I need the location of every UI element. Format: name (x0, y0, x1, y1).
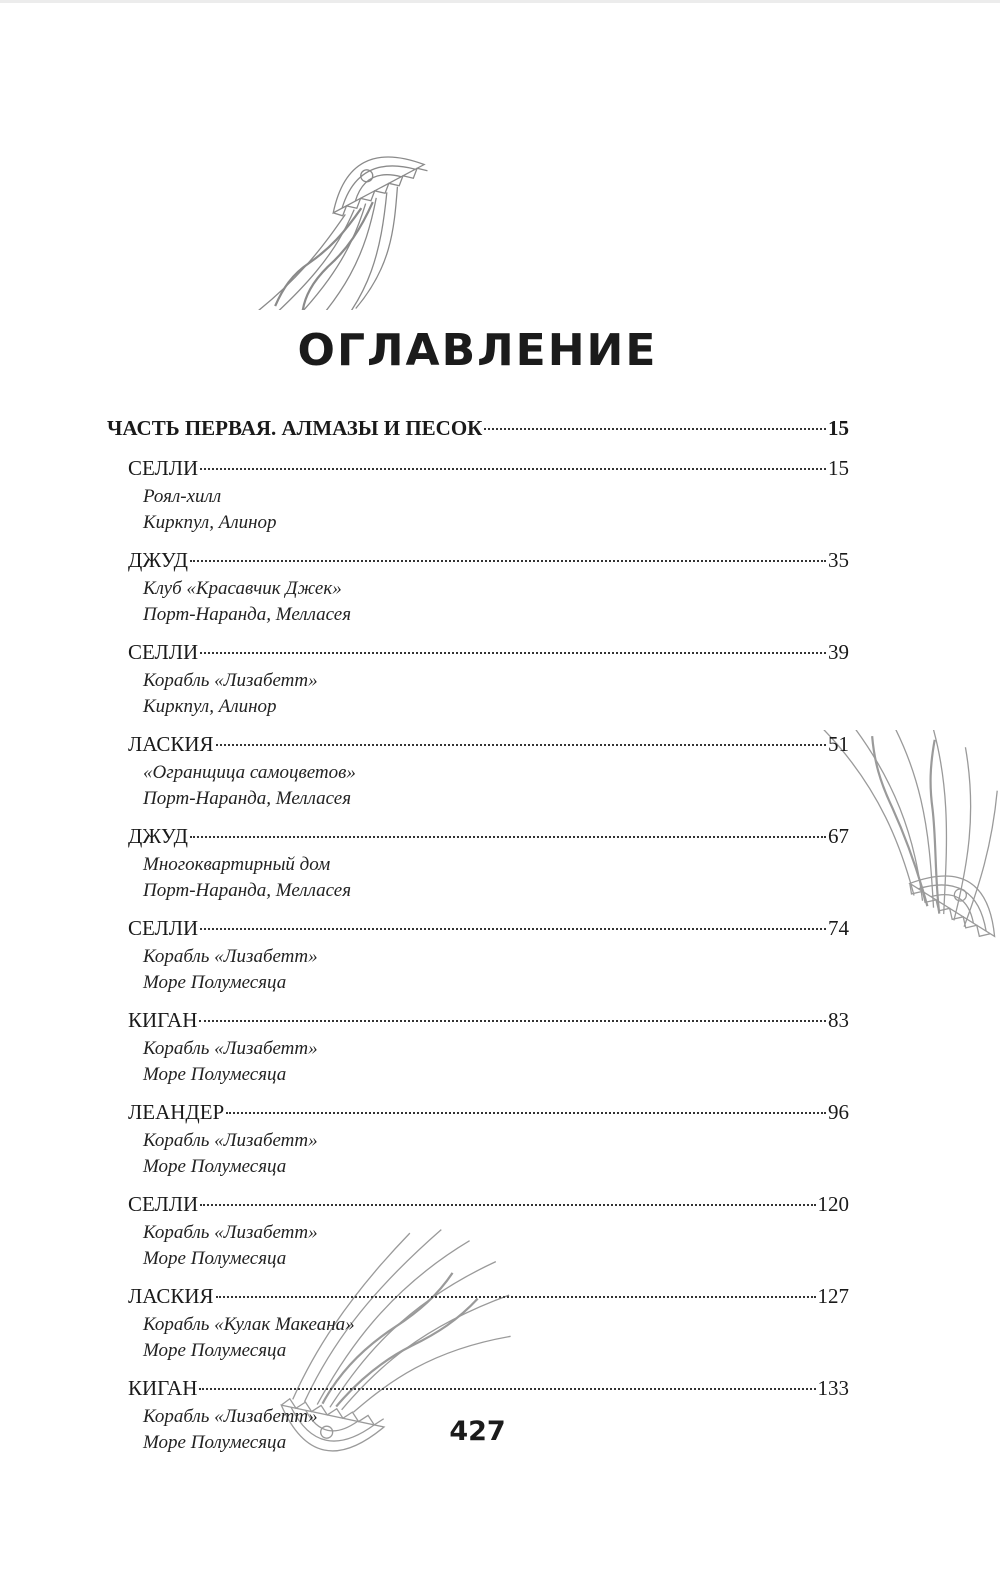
chapter-location: Порт-Наранда, Мелласея (143, 788, 352, 809)
dot-leader (216, 744, 826, 746)
chapter-entry[interactable] (128, 544, 849, 576)
chapter-page-number: 51 (828, 732, 849, 756)
chapter-title: СЕЛЛИ (128, 1192, 199, 1216)
chapter-entry[interactable] (128, 452, 849, 484)
chapter-title: КИГАН (128, 1376, 198, 1400)
chapter-location: Море Полумесяца (143, 972, 287, 993)
chapter-page-number: 74 (828, 916, 849, 940)
page-number: 427 (449, 1416, 506, 1447)
dot-leader (200, 652, 826, 654)
chapter-page-number: 127 (817, 1284, 849, 1308)
chapter-page-number: 120 (817, 1192, 849, 1216)
toc-chapter (128, 636, 849, 720)
top-edge (0, 0, 1000, 3)
dot-leader (190, 560, 826, 562)
chapter-page-number: 15 (828, 456, 849, 480)
toc-chapter (128, 820, 849, 904)
toc-chapter (128, 912, 849, 996)
dot-leader (190, 836, 826, 838)
chapter-location: Порт-Наранда, Мелласея (143, 880, 352, 901)
jellyfish-illustration-top (120, 95, 460, 310)
chapter-title: ДЖУД (128, 824, 188, 848)
dot-leader (199, 1020, 826, 1022)
chapter-location: Море Полумесяца (143, 1064, 287, 1085)
chapter-page-number: 133 (817, 1376, 849, 1400)
toc-chapter (128, 1280, 849, 1364)
toc-chapter (128, 728, 849, 812)
toc-chapter (128, 1004, 849, 1088)
chapter-entry[interactable] (128, 912, 849, 944)
chapter-title: ЛЕАНДЕР (128, 1100, 225, 1124)
chapter-page-number: 35 (828, 548, 849, 572)
chapter-location: Море Полумесяца (143, 1248, 287, 1269)
chapter-place: Корабль «Лизабетт» (143, 1406, 318, 1427)
chapter-location: Киркпул, Алинор (143, 512, 277, 533)
chapter-entry[interactable] (128, 1372, 849, 1404)
toc-part-entry[interactable] (107, 412, 849, 444)
chapter-page-number: 96 (828, 1100, 849, 1124)
part-page-number: 15 (828, 416, 849, 440)
dot-leader (226, 1112, 826, 1114)
chapter-place: Корабль «Лизабетт» (143, 1222, 318, 1243)
chapter-title: ДЖУД (128, 548, 188, 572)
chapter-location: Порт-Наранда, Мелласея (143, 604, 352, 625)
dot-leader (484, 428, 826, 430)
toc-chapter (128, 544, 849, 628)
chapter-place: Роял-хилл (143, 486, 222, 507)
chapter-location: Море Полумесяца (143, 1340, 287, 1361)
chapter-location: Киркпул, Алинор (143, 696, 277, 717)
chapter-location: Море Полумесяца (143, 1432, 287, 1453)
chapter-place: Корабль «Лизабетт» (143, 670, 318, 691)
page-title: ОГЛАВЛЕНИЕ (297, 325, 658, 376)
chapter-location: Море Полумесяца (143, 1156, 287, 1177)
chapter-entry[interactable] (128, 1096, 849, 1128)
chapter-entry[interactable] (128, 728, 849, 760)
chapter-title: СЕЛЛИ (128, 640, 199, 664)
chapter-entry[interactable] (128, 1004, 849, 1036)
dot-leader (216, 1296, 816, 1298)
chapter-title: ЛАСКИЯ (128, 732, 214, 756)
chapter-title: СЕЛЛИ (128, 456, 199, 480)
dot-leader (200, 1204, 815, 1206)
chapter-place: Многоквартирный дом (143, 854, 331, 875)
chapter-title: ЛАСКИЯ (128, 1284, 214, 1308)
chapter-title: КИГАН (128, 1008, 198, 1032)
chapter-entry[interactable] (128, 820, 849, 852)
dot-leader (200, 468, 826, 470)
chapter-place: Корабль «Кулак Макеана» (143, 1314, 355, 1335)
chapter-place: «Огранщица самоцветов» (143, 762, 356, 783)
chapter-title: СЕЛЛИ (128, 916, 199, 940)
chapter-page-number: 83 (828, 1008, 849, 1032)
part-title: ЧАСТЬ ПЕРВАЯ. АЛМАЗЫ И ПЕСОК (107, 416, 483, 440)
dot-leader (199, 1388, 815, 1390)
dot-leader (200, 928, 826, 930)
chapter-place: Корабль «Лизабетт» (143, 1038, 318, 1059)
toc-chapter (128, 452, 849, 536)
chapter-page-number: 67 (828, 824, 849, 848)
chapter-page-number: 39 (828, 640, 849, 664)
chapter-place: Клуб «Красавчик Джек» (143, 578, 342, 599)
toc-chapter (128, 1096, 849, 1180)
chapter-place: Корабль «Лизабетт» (143, 946, 318, 967)
chapter-place: Корабль «Лизабетт» (143, 1130, 318, 1151)
toc-chapter (128, 1188, 849, 1272)
table-of-contents (107, 412, 849, 1456)
chapter-entry[interactable] (128, 636, 849, 668)
chapter-entry[interactable] (128, 1188, 849, 1220)
chapter-entry[interactable] (128, 1280, 849, 1312)
